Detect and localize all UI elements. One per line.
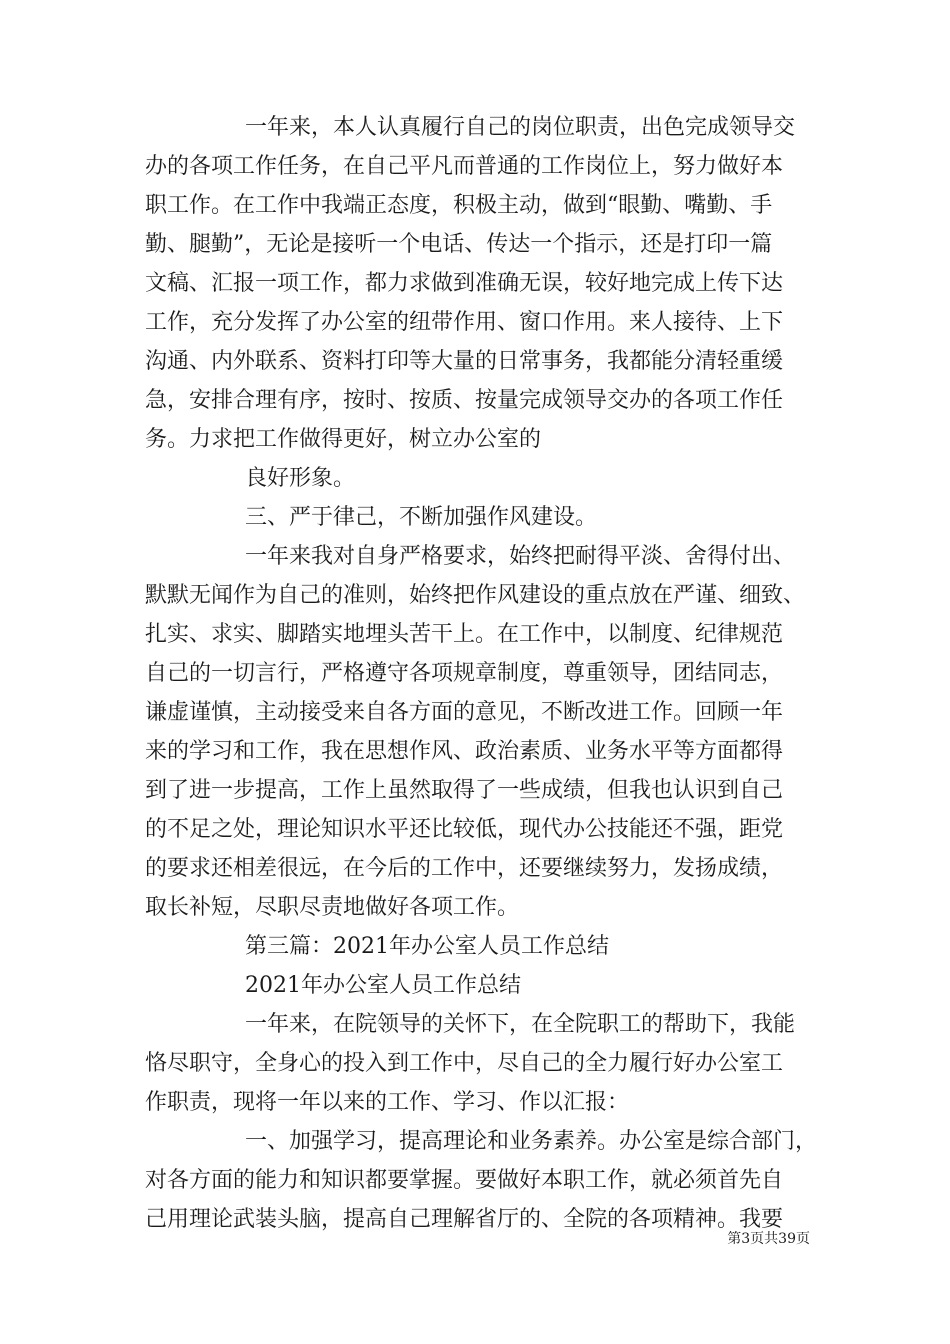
text-line: 办的各项工作任务，在自己平凡而普通的工作岗位上，努力做好本 — [145, 154, 784, 179]
text-line: 取长补短，尽职尽责地做好各项工作。 — [145, 895, 520, 920]
text-line: 良好形象。 — [245, 466, 356, 491]
text-line: 一年来我对自身严格要求，始终把耐得平淡、舍得付出、 — [245, 544, 796, 569]
text-line: 扎实、求实、脚踏实地埋头苦干上。在工作中，以制度、纪律规范 — [145, 622, 784, 647]
text-line: 默默无闻作为自己的准则，始终把作风建设的重点放在严谨、细致、 — [145, 583, 806, 608]
text-line: 2021年办公室人员工作总结 — [245, 973, 521, 998]
chapter-heading-third — [145, 927, 805, 966]
text-line: 一年来，在院领导的关怀下，在全院职工的帮助下，我能 — [245, 1012, 796, 1037]
document-title-2021 — [145, 966, 805, 1005]
text-line: 务。力求把工作做得更好，树立办公室的 — [145, 427, 542, 452]
text-line: 己用理论武装头脑，提高自己理解省厅的、全院的各项精神。我要 — [145, 1207, 784, 1232]
text-line: 的要求还相差很远，在今后的工作中，还要继续努力，发扬成绩， — [145, 856, 784, 881]
page-footer-number: 第3页共39页 — [727, 1231, 810, 1247]
text-line: 文稿、汇报一项工作，都力求做到准确无误，较好地完成上传下达 — [145, 271, 784, 296]
text-line: 职工作。在工作中我端正态度，积极主动，做到“眼勤、嘴勤、手 — [145, 193, 773, 218]
text-line: 工作，充分发挥了办公室的纽带作用、窗口作用。来人接待、上下 — [145, 310, 784, 335]
text-line: 勤、腿勤”，无论是接听一个电话、传达一个指示，还是打印一篇 — [145, 232, 773, 257]
text-line: 自己的一切言行，严格遵守各项规章制度，尊重领导，团结同志， — [145, 661, 784, 686]
text-line: 对各方面的能力和知识都要掌握。要做好本职工作，就必须首先自 — [145, 1168, 784, 1193]
text-line: 的不足之处，理论知识水平还比较低，现代办公技能还不强，距党 — [145, 817, 784, 842]
text-line: 三、严于律己，不断加强作风建设。 — [245, 505, 598, 530]
text-line: 恪尽职守，全身心的投入到工作中，尽自己的全力履行好办公室工 — [145, 1051, 784, 1076]
section-heading-self-discipline — [145, 498, 805, 537]
text-line: 急，安排合理有序，按时、按质、按量完成领导交办的各项工作任 — [145, 388, 784, 413]
paragraph-good-image — [145, 459, 805, 498]
paragraph-work-duties — [145, 108, 805, 459]
text-line: 谦虚谨慎，主动接受来自各方面的意见，不断改进工作。回顾一年 — [145, 700, 784, 725]
text-line: 一年来，本人认真履行自己的岗位职责，出色完成领导交 — [245, 115, 796, 140]
text-line: 到了进一步提高，工作上虽然取得了一些成绩，但我也认识到自己 — [145, 778, 784, 803]
paragraph-intro-2021 — [145, 1005, 805, 1122]
text-line: 第三篇：2021年办公室人员工作总结 — [245, 934, 609, 959]
text-line: 来的学习和工作，我在思想作风、政治素质、业务水平等方面都得 — [145, 739, 784, 764]
paragraph-self-discipline — [145, 537, 805, 927]
text-line: 作职责，现将一年以来的工作、学习、作以汇报： — [145, 1090, 630, 1115]
text-line: 一、加强学习，提高理论和业务素养。办公室是综合部门， — [245, 1129, 818, 1154]
text-line: 沟通、内外联系、资料打印等大量的日常事务，我都能分清轻重缓 — [145, 349, 784, 374]
